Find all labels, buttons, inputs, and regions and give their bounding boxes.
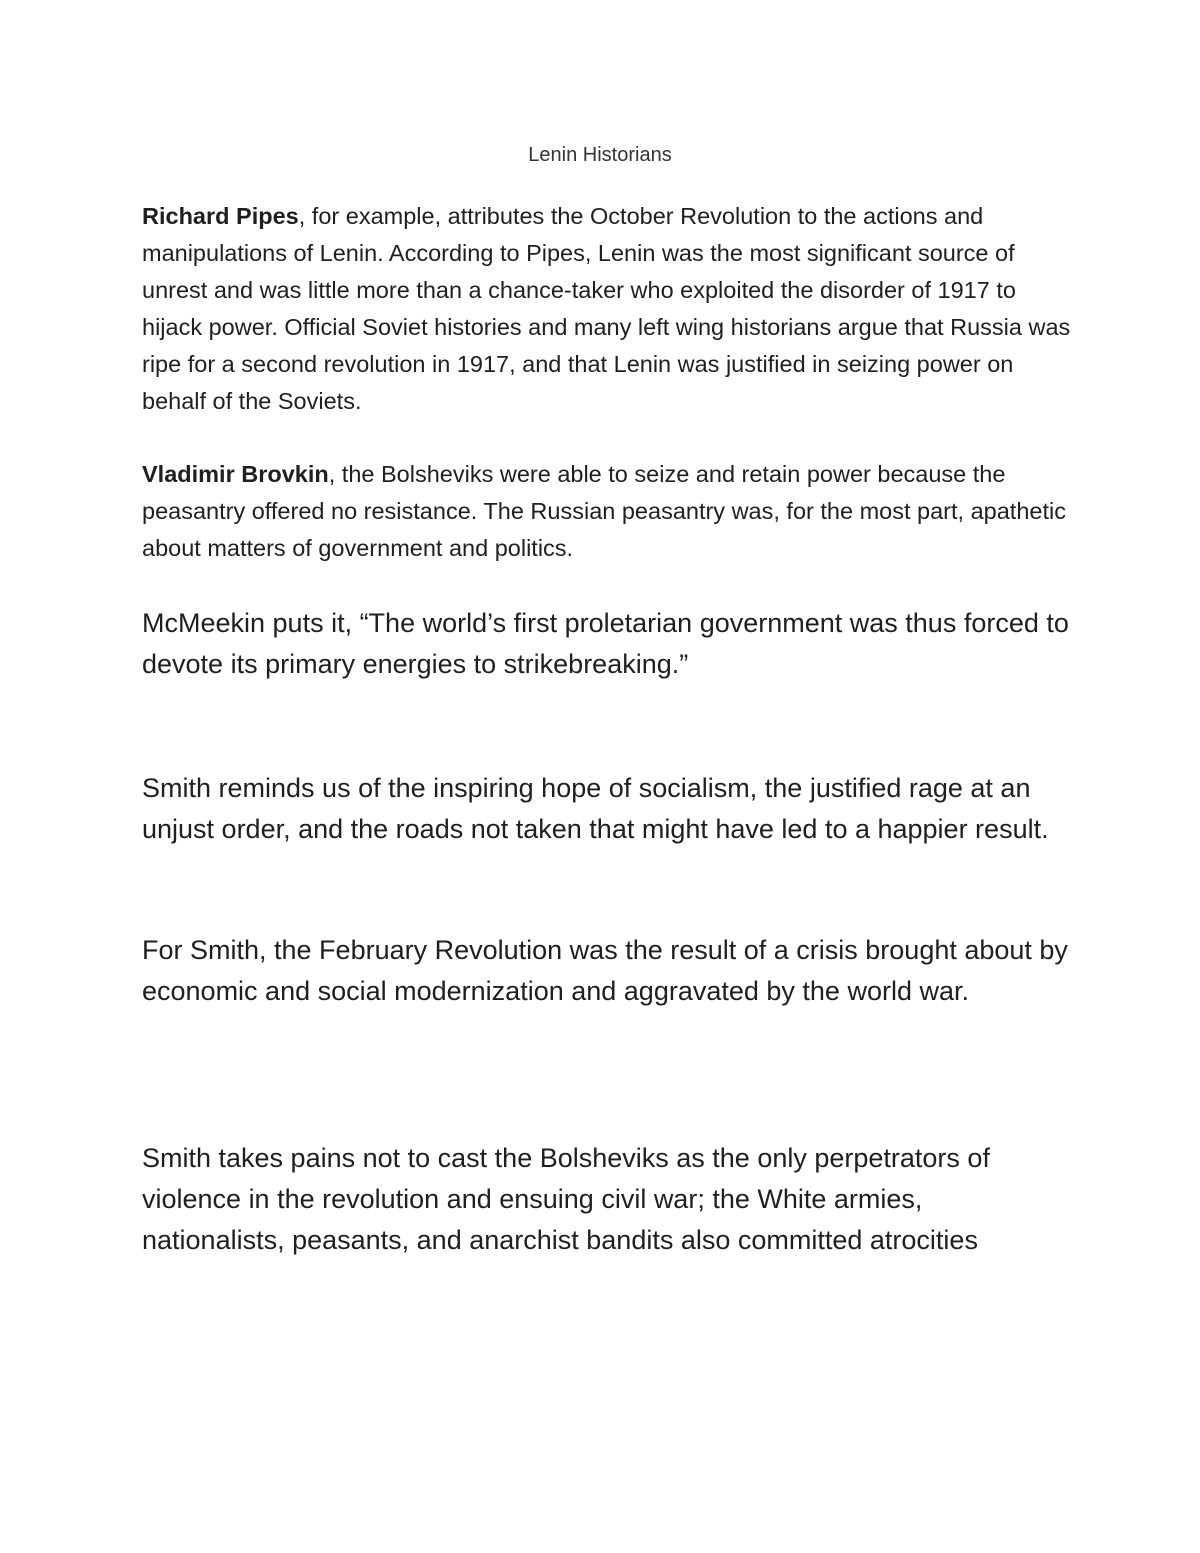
paragraph-vladimir-brovkin bbox=[142, 456, 1072, 567]
paragraph-text: For Smith, the February Revolution was the result of a crisis brought about by economic and social modernization and aggravated by the world war. bbox=[142, 935, 1068, 1006]
paragraph-richard-pipes bbox=[142, 198, 1072, 420]
paragraph-text: , for example, attributes the October Revolution to the actions and manipulations of Lenin. According to Pipes, Lenin was the most significant source of unrest and was little more than a chance-taker who exploited the disorder of 1917 to hijack power. Official Soviet histories and many left wing historians argue that Russia was ripe for a second revolution in 1917, and that Lenin was justified in seizing power on behalf of the Soviets. bbox=[142, 203, 1071, 414]
paragraph-mcmeekin bbox=[142, 603, 1072, 685]
paragraph-lead-name: Richard Pipes bbox=[142, 203, 299, 229]
paragraph-lead-name: Vladimir Brovkin bbox=[142, 461, 329, 487]
paragraph-text: Smith reminds us of the inspiring hope of socialism, the justified rage at an unjust order, and the roads not taken that might have led to a happier result. bbox=[142, 773, 1049, 844]
paragraph-smith-violence bbox=[142, 1138, 1072, 1261]
paragraph-smith-february bbox=[142, 930, 1072, 1012]
paragraph-smith-hope bbox=[142, 768, 1072, 850]
document-title: Lenin Historians bbox=[528, 144, 672, 166]
paragraph-text: Smith takes pains not to cast the Bolsheviks as the only perpetrators of violence in the revolution and ensuing civil war; the White armies, nationalists, peasants, and anarchist bandits also committed atrocities bbox=[142, 1143, 990, 1255]
paragraph-text: McMeekin puts it, “The world’s first proletarian government was thus forced to devote its primary energies to strikebreaking.” bbox=[142, 608, 1069, 679]
paragraph-text: , the Bolsheviks were able to seize and retain power because the peasantry offered no resistance. The Russian peasantry was, for the most part, apathetic about matters of government and politics. bbox=[142, 461, 1066, 561]
